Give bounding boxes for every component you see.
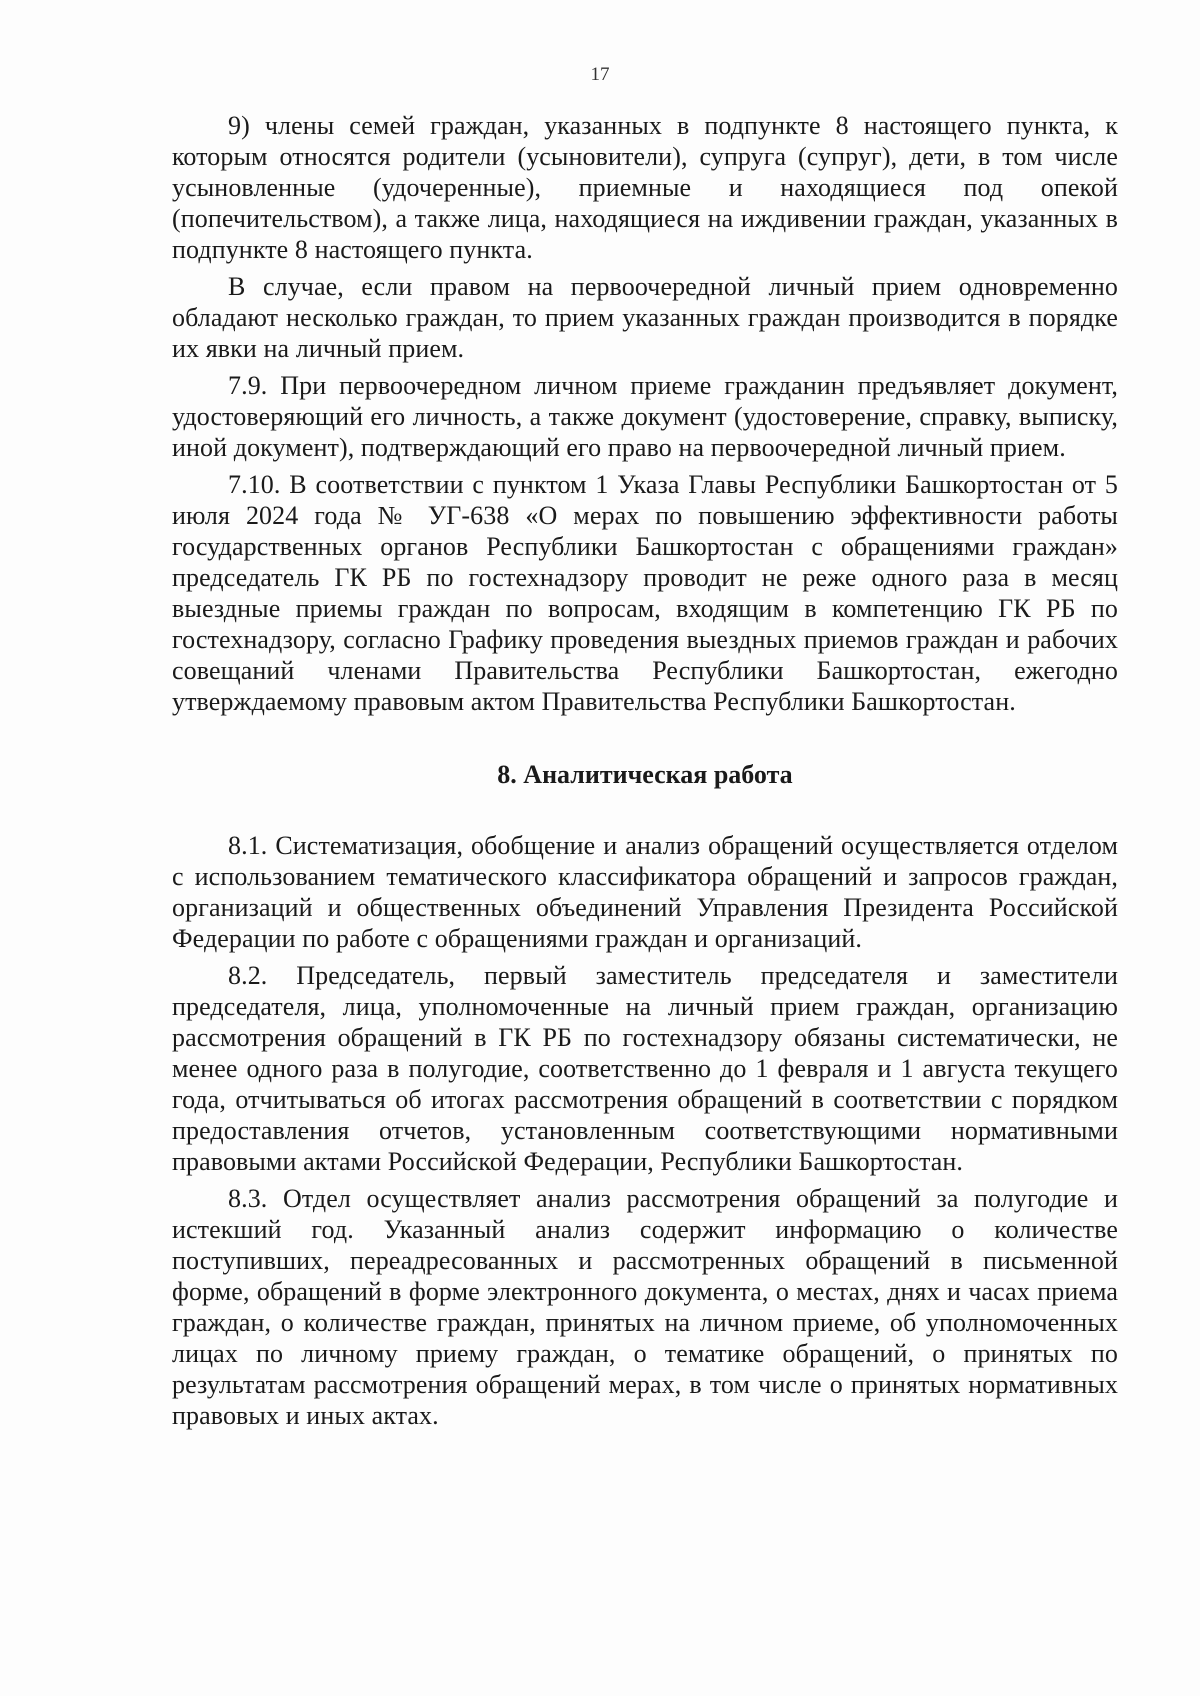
paragraph-8-2: 8.2. Председатель, первый заместитель председателя и заместители председателя, лица, уполномоченные на личный прием граждан, организацию рассмотрения обращений в ГК РБ по гостехнадзору обязаны систематически, не менее одного раза в полугодие, соответственно до 1 февраля и 1 августа текущего года, отчитываться об итогах рассмотрения обращений в соответствии с порядком предоставления отчетов, установленным соответствующими нормативными правовыми актами Российской Федерации, Республики Башкортостан. — [172, 961, 1118, 1176]
paragraph-7-10: 7.10. В соответствии с пунктом 1 Указа Главы Республики Башкортостан от 5 июля 2024 года № УГ-638 «О мерах по повышению эффективности работы государственных органов Республики Башкортостан с обращениями граждан» председатель ГК РБ по гостехнадзору проводит не реже одного раза в месяц выездные приемы граждан по вопросам, входящим в компетенцию ГК РБ по гостехнадзору, согласно Графику проведения выездных приемов граждан и рабочих совещаний членами Правительства Республики Башкортостан, ежегодно утверждаемому правовым актом Правительства Республики Башкортостан. — [172, 470, 1118, 716]
document-body — [172, 110, 1118, 1437]
paragraph-8-1: 8.1. Систематизация, обобщение и анализ обращений осуществляется отделом с использованием тематического классификатора обращений и запросов граждан, организаций и общественных объединений Управления Президента Российской Федерации по работе с обращениями граждан и организаций. — [172, 831, 1118, 953]
paragraph-item-9: 9) члены семей граждан, указанных в подпункте 8 настоящего пункта, к которым относятся родители (усыновители), супруга (супруг), дети, в том числе усыновленные (удочеренные), приемные и находящиеся под опекой (попечительством), а также лица, находящиеся на иждивении граждан, указанных в подпункте 8 настоящего пункта. — [172, 111, 1118, 264]
paragraph-7-9: 7.9. При первоочередном личном приеме гражданин предъявляет документ, удостоверяющий его личность, а также документ (удостоверение, справку, выписку, иной документ), подтверждающий его право на первоочередной личный прием. — [172, 371, 1118, 462]
section-heading: 8. Аналитическая работа — [497, 760, 793, 789]
paragraph-priority-order: В случае, если правом на первоочередной личный прием одновременно обладают несколько граждан, то прием указанных граждан производится в порядке их явки на личный прием. — [172, 272, 1118, 363]
paragraph-8-3: 8.3. Отдел осуществляет анализ рассмотрения обращений за полугодие и истекший год. Указанный анализ содержит информацию о количестве поступивших, переадресованных и рассмотренных обращений в письменной форме, обращений в форме электронного документа, о местах, днях и часах приема граждан, о количестве граждан, принятых на личном приеме, об уполномоченных лицах по личному приему граждан, о тематике обращений, о принятых по результатам рассмотрения обращений мерах, в том числе о принятых нормативных правовых и иных актах. — [172, 1184, 1118, 1430]
page-number: 17 — [590, 64, 610, 85]
